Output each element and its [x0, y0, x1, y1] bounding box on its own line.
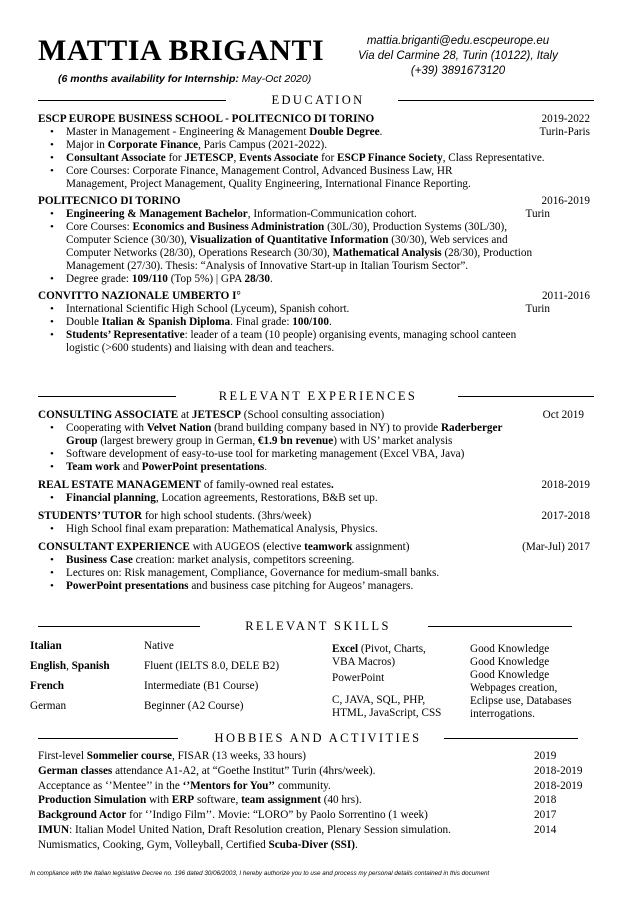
hobby-row: Production Simulation with ERP software, team assignment (40 hrs). 2018 [38, 794, 557, 807]
education-section [38, 113, 590, 355]
divider [458, 396, 594, 397]
list-item: • Lectures on: Risk management, Compliance, Governance for medium-small banks. [38, 567, 590, 580]
list-item: • Core Courses: Economics and Business Administration (30L/30), Production Systems (30L/30), Computer Science (30/30), Visualization of Quantitative Information (30/30), Web services and Computer Networks (28/30), Operations Research (30/30), Mathematical Analysis (28/30), Production Management (27/30). Thesis: “Analysis of Innovative Start-up in Italian Tourism Sector”. [38, 221, 590, 273]
divider [398, 100, 594, 101]
section-title: RELEVANT EXPERIENCES [218, 389, 418, 403]
exp-consulting-bullets [38, 422, 590, 474]
institution-name: POLITECNICO DI TORINO [38, 195, 181, 207]
candidate-name: MATTIA BRIGANTI [38, 34, 325, 67]
list-item: • Team work and PowerPoint presentations. [38, 461, 590, 474]
list-item: • Cooperating with Velvet Nation (brand building company based in NY) to provide Raderberger Group (largest brewery group in German, €1.9 bn revenue) with US’ market analysis [38, 422, 590, 448]
location: Turin-Paris [539, 126, 590, 138]
language-name: English, Spanish [30, 660, 110, 672]
location: Turin [525, 208, 550, 220]
hobbies-section [38, 750, 598, 854]
hobby-date: 2017 [534, 809, 557, 822]
edu-escp-heading [38, 113, 590, 126]
hobbies-header [38, 730, 598, 746]
language-name: German [30, 700, 67, 712]
language-level: Native [144, 640, 174, 652]
exp-dates: 2018-2019 [541, 479, 590, 491]
list-item: • Double Italian & Spanish Diploma. Final grade: 100/100. [38, 316, 590, 329]
list-item: • Consultant Associate for JETESCP, Events Associate for ESCP Finance Society, Class Representative. [38, 152, 590, 165]
hobby-date: 2018-2019 [534, 779, 583, 792]
contact-info [318, 34, 598, 79]
exp-dates: (Mar-Jul) 2017 [522, 541, 590, 553]
list-item: • High School final exam preparation: Mathematical Analysis, Physics. [38, 523, 590, 536]
hobby-row: German classes attendance A1-A2, at “Goethe Institut” Turin (4hrs/week). 2018-2019 [38, 764, 583, 777]
edu-polito-heading [38, 195, 590, 208]
location: Turin [525, 303, 550, 315]
language-name: French [30, 680, 64, 692]
divider [428, 626, 572, 627]
list-item: • Degree grade: 109/110 (Top 5%) | GPA 28/30. [38, 273, 590, 286]
language-name: Italian [30, 640, 62, 652]
experience-section [38, 409, 590, 593]
address: Via del Carmine 28, Turin (10122), Italy [358, 50, 558, 62]
institution-name: CONVITTO NAZIONALE UMBERTO I° [38, 290, 241, 302]
hobby-date: 2014 [534, 823, 557, 836]
tech-skill: C, JAVA, SQL, PHP, HTML, JavaScript, CSS [332, 694, 442, 719]
hobby-row: Acceptance as ‘’Mentee’’ in the ‘’Mentors for You’’ community. 2018-2019 [38, 779, 583, 792]
hobby-row: First-level Sommelier course, FISAR (13 weeks, 33 hours) 2019 [38, 750, 557, 762]
list-item: • International Scientific High School (Lyceum), Spanish cohort. Turin [38, 303, 590, 316]
list-item: • Master in Management - Engineering & Management Double Degree. Turin-Paris [38, 126, 590, 139]
exp-augeos-bullets [38, 554, 590, 593]
language-level: Fluent (IELTS 8.0, DELE B2) [144, 660, 280, 672]
skills-table [30, 640, 610, 720]
edu-escp-bullets [38, 126, 590, 191]
tech-skill: PowerPoint [332, 672, 385, 684]
tech-skill: Excel (Pivot, Charts, VBA Macros) [332, 643, 426, 668]
tech-level: Good Knowledge Good Knowledge Good Knowledge Webpages creation, Eclipse use, Databases interrogations. [470, 643, 572, 720]
education-header [38, 92, 598, 108]
exp-augeos-heading: CONSULTANT EXPERIENCE with AUGEOS (elective teamwork assignment) (Mar-Jul) 2017 [38, 541, 590, 553]
list-item: • Financial planning, Location agreements, Restorations, B&B set up. [38, 492, 590, 505]
experience-header [38, 388, 598, 404]
list-item: • Business Case creation: market analysis, competitors screening. [38, 554, 590, 567]
hobby-row: Background Actor for ‘’Indigo Film’’. Movie: “LORO” by Paolo Sorrentino (1 week) 2017 [38, 809, 557, 822]
edu-polito-bullets [38, 208, 590, 286]
list-item: • Major in Corporate Finance, Paris Campus (2021-2022). [38, 139, 590, 152]
list-item: • Software development of easy-to-use tool for marketing management (Excel VBA, Java) [38, 448, 590, 461]
exp-consulting-heading: CONSULTING ASSOCIATE at JETESCP (School consulting association) Oct 2019 [38, 409, 584, 421]
exp-tutor-bullets [38, 523, 590, 536]
hobby-date: 2018-2019 [534, 764, 583, 777]
privacy-consent-note: In compliance with the Italian legislative Decree no. 196 dated 30/06/2003, I hereby authorize you to use and process my personal details contained in this document [30, 870, 490, 877]
section-title: EDUCATION [271, 93, 365, 107]
exp-realestate-bullets [38, 492, 590, 505]
hobby-row: IMUN: Italian Model United Nation, Draft Resolution creation, Plenary Session simulation. 2014 [38, 823, 557, 836]
edu-dates: 2011-2016 [541, 290, 590, 302]
language-level: Intermediate (B1 Course) [144, 680, 259, 692]
divider [444, 738, 578, 739]
exp-realestate-heading: REAL ESTATE MANAGEMENT of family-owned real estates. 2018-2019 [38, 479, 590, 491]
edu-dates: 2019-2022 [541, 113, 590, 125]
hobby-date: 2019 [534, 750, 557, 762]
hobby-row: Numismatics, Cooking, Gym, Volleyball, Certified Scuba-Diver (SSI). [38, 838, 358, 851]
list-item: • Engineering & Management Bachelor, Information-Communication cohort. Turin [38, 208, 590, 221]
edu-convitto-heading [38, 290, 590, 303]
section-title: HOBBIES AND ACTIVITIES [214, 731, 422, 745]
hobby-date: 2018 [534, 794, 557, 807]
list-item: • PowerPoint presentations and business case pitching for Augeos’ managers. [38, 580, 590, 593]
email[interactable]: mattia.briganti@edu.escpeurope.eu [366, 35, 550, 47]
list-item: • Core Courses: Corporate Finance, Management Control, Advanced Business Law, HR Management, Project Management, Quality Engineering, International Finance Reporting. [38, 165, 590, 191]
language-level: Beginner (A2 Course) [144, 700, 244, 712]
section-title: RELEVANT SKILLS [245, 619, 391, 633]
exp-tutor-heading: STUDENTS’ TUTOR for high school students. (3hrs/week) 2017-2018 [38, 510, 590, 522]
institution-name: ESCP EUROPE BUSINESS SCHOOL - POLITECNICO DI TORINO [38, 113, 375, 125]
list-item: • Students’ Representative: leader of a team (10 people) organising events, managing school canteen logistic (>600 students) and liaising with dean and teachers. [38, 329, 590, 355]
exp-dates: 2017-2018 [541, 510, 590, 522]
edu-dates: 2016-2019 [541, 195, 590, 207]
phone[interactable]: (+39) 3891673120 [410, 65, 506, 77]
availability-label: (6 months availability for Internship: [58, 73, 239, 85]
availability-note [58, 73, 311, 85]
exp-dates: Oct 2019 [542, 409, 584, 421]
edu-convitto-bullets [38, 303, 590, 355]
skills-header [38, 618, 598, 634]
availability-value: May-Oct 2020) [238, 73, 312, 85]
